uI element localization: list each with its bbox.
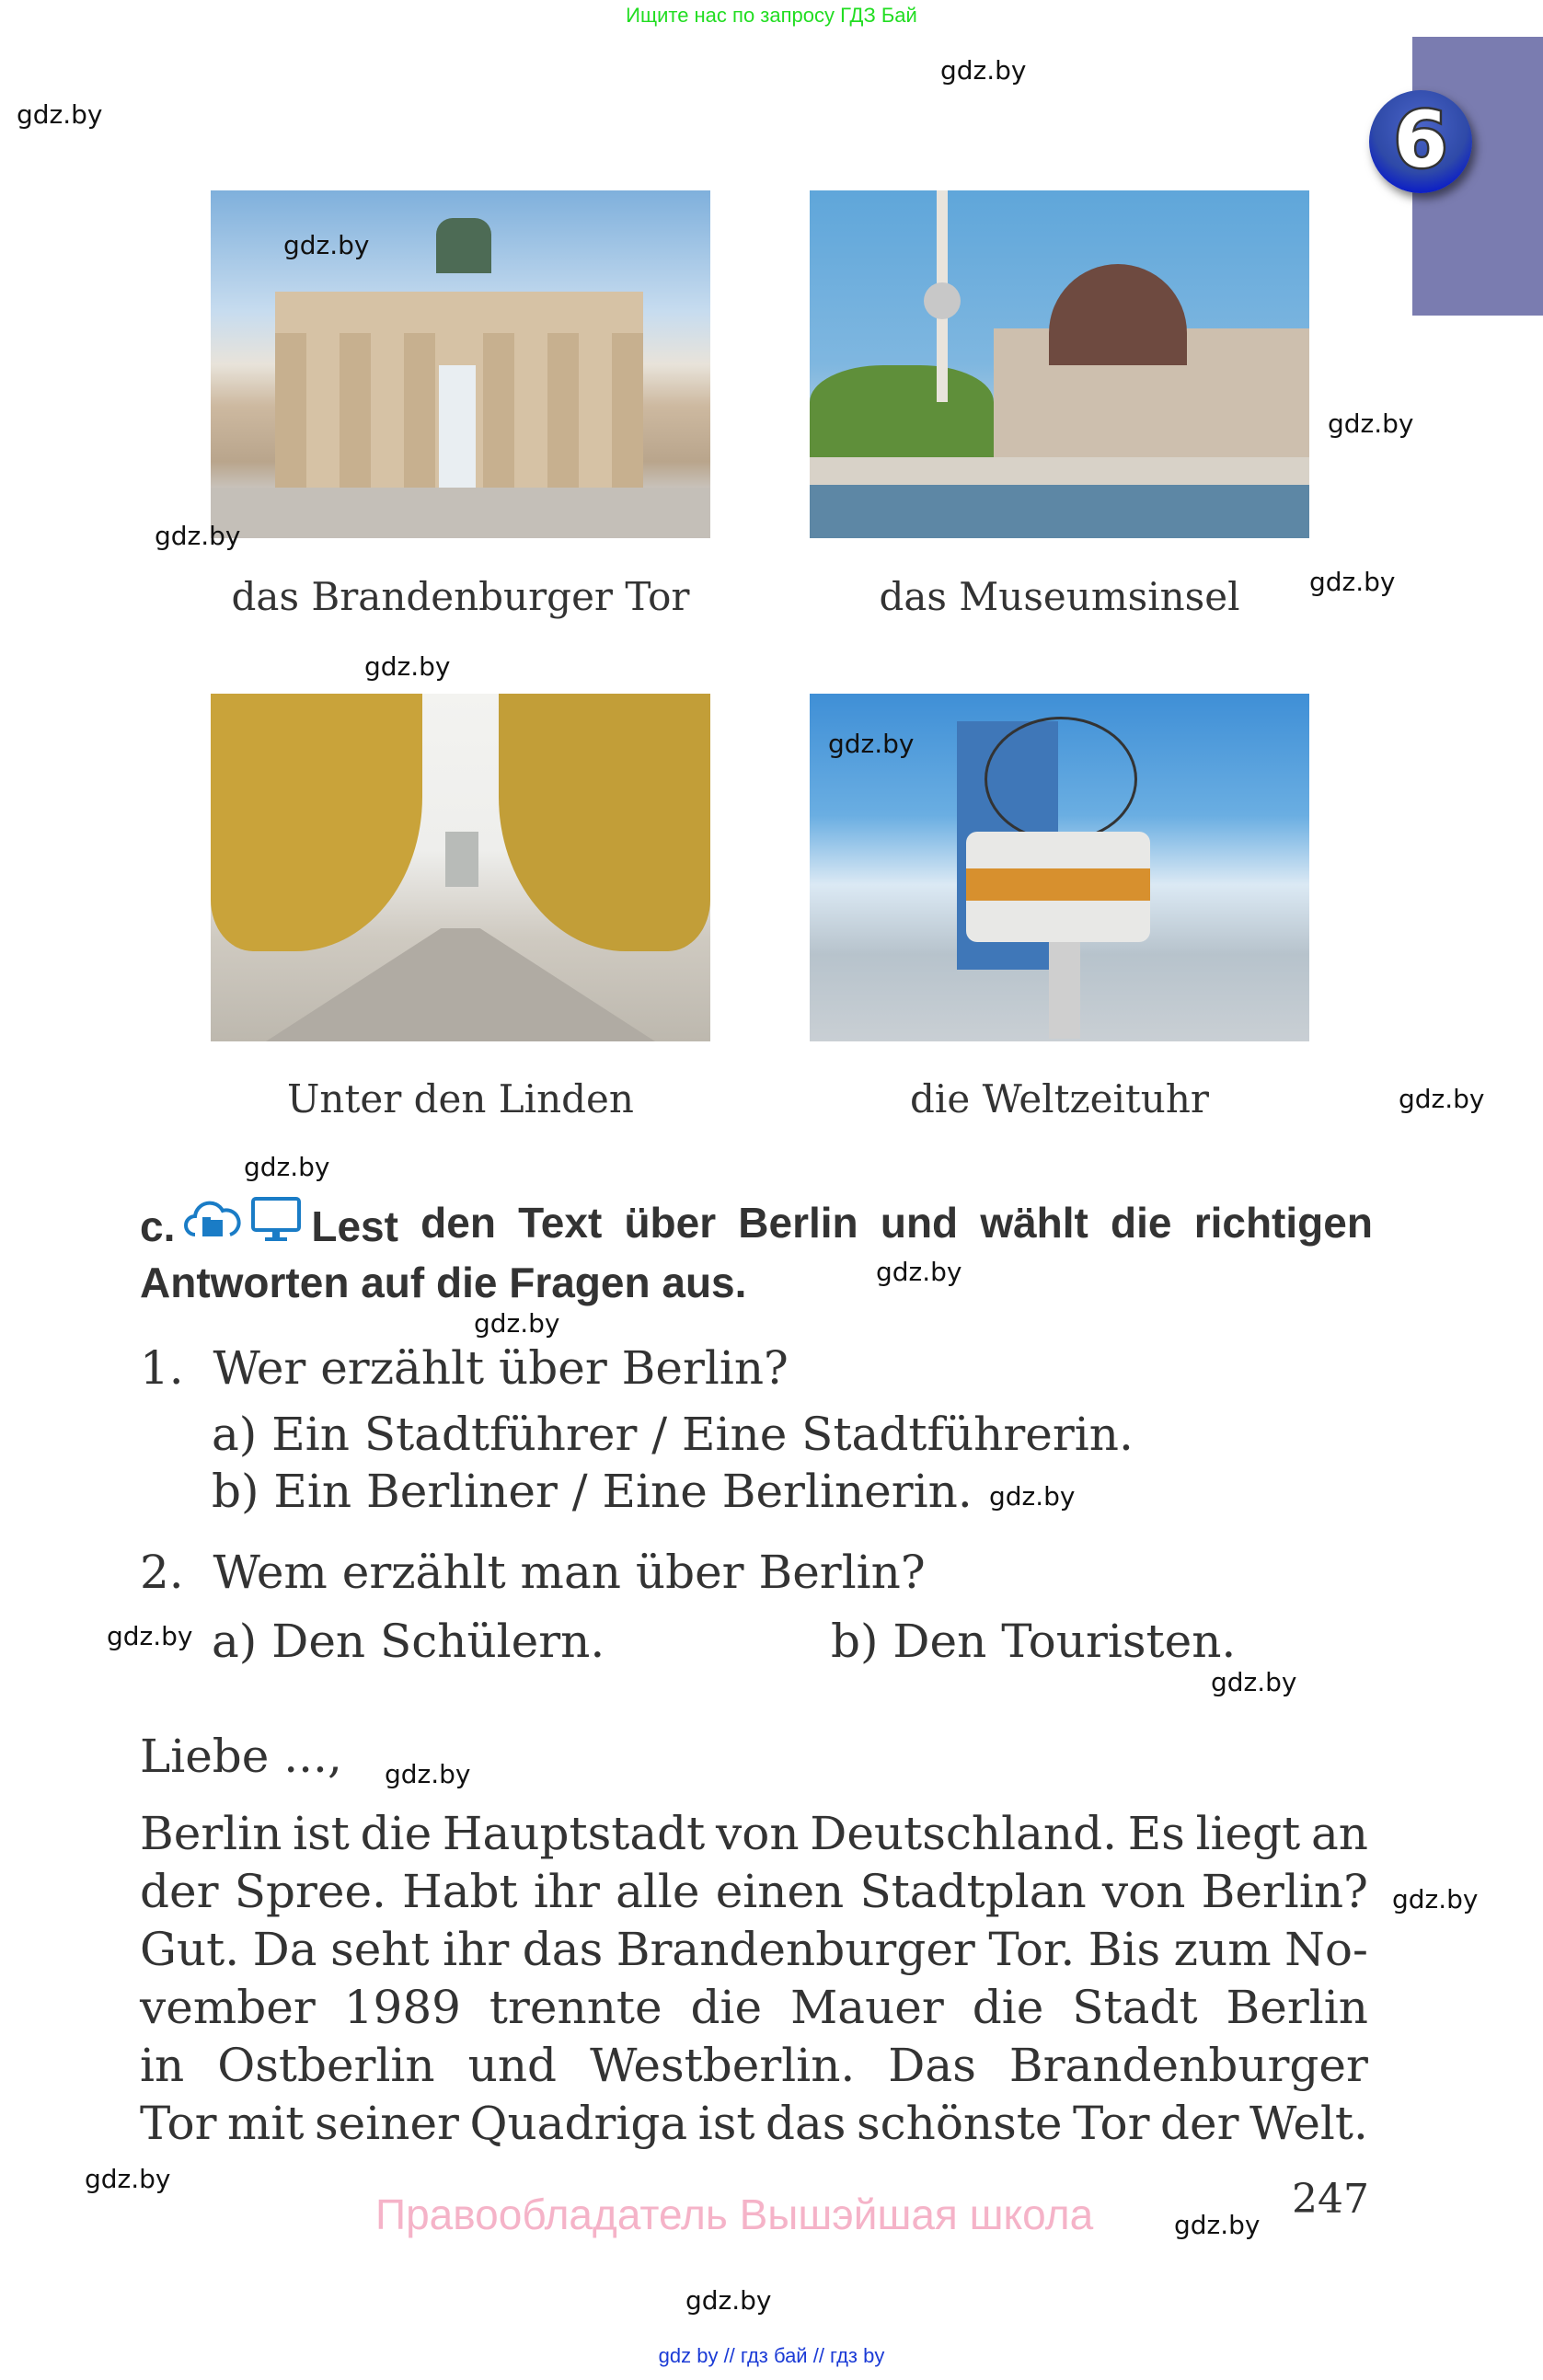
task-letter: c. (140, 1201, 176, 1250)
watermark: gdz.by (474, 1308, 560, 1339)
question-2 (140, 1546, 926, 1599)
watermark: gdz.by (1399, 1084, 1485, 1114)
question-1 (140, 1341, 789, 1395)
watermark: gdz.by (364, 651, 451, 682)
letter-line: Gut. Da seht ihr das Brandenburger Tor. Bis zum No- (140, 1923, 1368, 1976)
option-1b: b) Ein Berliner / Eine Berlinerin. (212, 1465, 973, 1518)
watermark: gdz.by (1174, 2210, 1261, 2240)
letter-line: Berlin ist die Hauptstadt von Deutschland. Es liegt an (140, 1807, 1368, 1860)
watermark: gdz.by (244, 1152, 330, 1182)
watermark: gdz.by (940, 55, 1027, 86)
watermark: gdz.by (107, 1621, 193, 1651)
photo-unter-den-linden (211, 694, 710, 1041)
watermark: gdz.by (283, 230, 370, 260)
caption-brandenburger-tor: das Brandenburger Tor (231, 574, 690, 619)
letter-line: in Ostberlin und Westberlin. Das Brandenburger (140, 2039, 1368, 2092)
letter-salutation: Liebe ..., (140, 1730, 342, 1783)
question-text: Wer erzählt über Berlin? (213, 1341, 789, 1395)
watermark: gdz.by (1392, 1884, 1479, 1914)
watermark: gdz.by (155, 521, 241, 551)
question-text: Wem erzählt man über Berlin? (213, 1546, 926, 1599)
watermark: gdz.by (1328, 408, 1414, 439)
watermark: gdz.by (385, 1759, 471, 1789)
caption-museumsinsel: das Museumsinsel (879, 574, 1240, 619)
caption-unter-den-linden: Unter den Linden (287, 1076, 634, 1121)
task-heading: c. Lest den Text über Berlin und wählt die richtigen Antworten auf die Fragen aus. (140, 1196, 1373, 1309)
page-number: 247 (1292, 2176, 1369, 2223)
option-2b: b) Den Touristen. (831, 1615, 1237, 1668)
watermark: gdz.by (828, 729, 915, 759)
letter-line: vember 1989 trennte die Mauer die Stadt Berlin (140, 1981, 1368, 2034)
cloud-folder-icon (184, 1198, 241, 1254)
letter-line: Tor mit seiner Quadriga ist das schönste Tor der Welt. (140, 2097, 1368, 2150)
watermark: gdz.by (685, 2285, 772, 2316)
caption-weltzeituhr: die Weltzeituhr (910, 1076, 1209, 1121)
watermark: gdz.by (1309, 567, 1396, 597)
footer-links[interactable]: gdz by // гдз бай // гдз by (658, 2344, 885, 2367)
task-heading-line2: Antworten auf die Fragen aus. (140, 1259, 747, 1306)
watermark: gdz.by (876, 1257, 962, 1287)
letter-line: der Spree. Habt ihr alle einen Stadtplan von Berlin? (140, 1865, 1368, 1918)
chapter-number-badge (1369, 90, 1472, 193)
watermark: gdz.by (17, 99, 103, 130)
option-1a: a) Ein Stadtführer / Eine Stadtführerin. (212, 1408, 1134, 1461)
copyright-holder: Правообладатель Вышэйшая школа (375, 2190, 1094, 2238)
watermark: gdz.by (1211, 1667, 1297, 1697)
photo-museumsinsel (810, 190, 1309, 538)
watermark: gdz.by (989, 1481, 1076, 1512)
watermark: gdz.by (85, 2164, 171, 2194)
top-banner: Ищите нас по запросу ГДЗ Бай (626, 4, 917, 27)
option-2a: a) Den Schülern. (212, 1615, 605, 1668)
monitor-icon (250, 1196, 302, 1256)
question-number: 1. (140, 1341, 184, 1395)
question-number: 2. (140, 1546, 184, 1599)
chapter-number: 6 (1393, 95, 1448, 185)
